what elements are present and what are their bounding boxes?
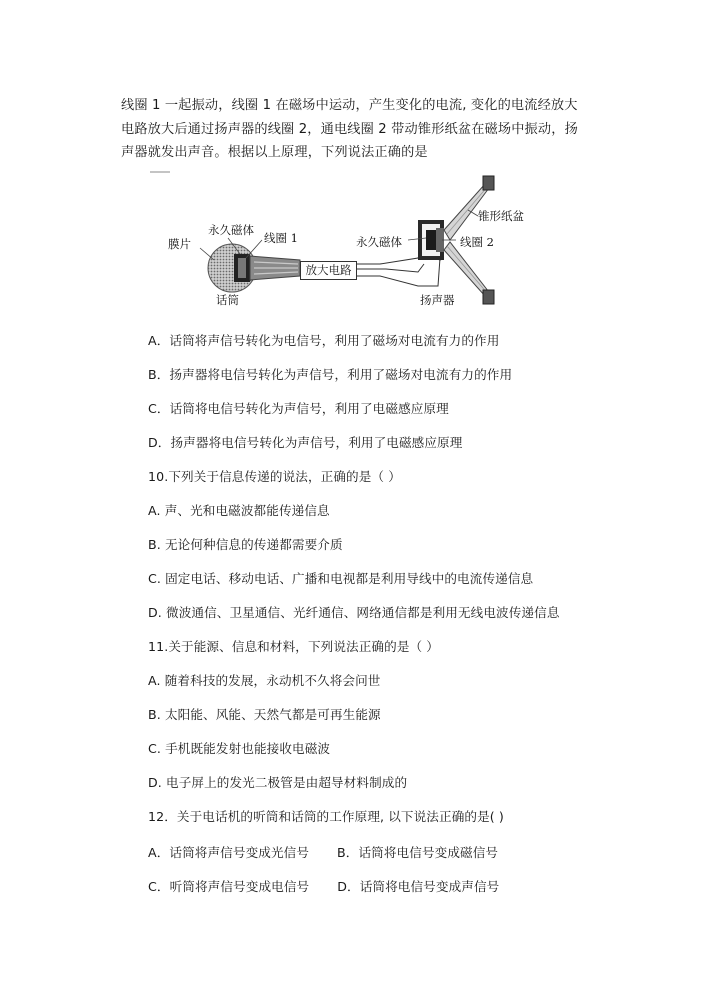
option-line: C. 固定电话、移动电话、广播和电视都是利用导线中的电流传递信息 (148, 571, 534, 586)
option-line: A. 声、光和电磁波都能传递信息 (148, 503, 330, 518)
option-12c: C．听筒将声信号变成电信号 (148, 879, 310, 894)
diagram-drawing (150, 168, 510, 314)
option-line: C．话筒将电信号转化为声信号，利用了电磁感应原理 (148, 401, 449, 416)
intro-paragraph (121, 94, 611, 165)
amplifier-box: 放大电路 (300, 261, 357, 280)
option-line: D．扬声器将电信号转化为声信号，利用了电磁感应原理 (148, 435, 463, 450)
option-line: D. 微波通信、卫星通信、光纤通信、网络通信都是利用无线电波传递信息 (148, 605, 560, 620)
cone-rim-bottom (483, 290, 494, 304)
question-12: 12．关于电话机的听筒和话筒的工作原理, 以下说法正确的是( ) (148, 809, 504, 824)
intro-line: 线圈 1 一起振动，线圈 1 在磁场中运动，产生变化的电流, 变化的电流经放大 (121, 98, 578, 113)
mic-coil (238, 258, 246, 278)
question-11: 11.关于能源、信息和材料，下列说法正确的是（ ） (148, 639, 439, 654)
option-line: D. 电子屏上的发光二极管是由超导材料制成的 (148, 775, 408, 790)
label-speaker: 扬声器 (420, 293, 455, 307)
microphone-speaker-diagram (150, 168, 524, 314)
option-line: B. 太阳能、风能、天然气都是可再生能源 (148, 707, 381, 722)
label-coil2: 线圈 2 (460, 235, 494, 249)
speaker-cone-bottom (444, 242, 492, 296)
option-line: A．话筒将声信号转化为电信号，利用了磁场对电流有力的作用 (148, 333, 500, 348)
option-12b: B．话筒将电信号变成磁信号 (337, 845, 499, 860)
option-12d: D．话筒将电信号变成声信号 (337, 879, 500, 894)
options-row (148, 876, 499, 895)
wire-bottom (356, 258, 440, 286)
label-magnet-left: 永久磁体 (208, 223, 254, 237)
cone-rim-top (483, 176, 494, 190)
option-12a: A．话筒将声信号变成光信号 (148, 845, 310, 860)
option-line: B．扬声器将电信号转化为声信号，利用了磁场对电流有力的作用 (148, 367, 513, 382)
intro-line: 声器就发出声音。根据以上原理，下列说法正确的是 (121, 145, 428, 160)
label-coil1: 线圈 1 (264, 231, 298, 245)
label-cone: 锥形纸盆 (478, 209, 524, 223)
option-line: A. 随着科技的发展，永动机不久将会问世 (148, 673, 381, 688)
option-line: C. 手机既能发射也能接收电磁波 (148, 741, 331, 756)
label-mic: 话筒 (216, 293, 239, 307)
option-line: B. 无论何种信息的传递都需要介质 (148, 537, 343, 552)
options-row (148, 842, 498, 861)
label-membrane: 膜片 (168, 237, 191, 251)
intro-line: 电路放大后通过扬声器的线圈 2，通电线圈 2 带动锥形纸盆在磁场中振动，扬 (121, 121, 578, 137)
label-magnet-right: 永久磁体 (356, 235, 402, 249)
question-10: 10.下列关于信息传递的说法，正确的是（ ） (148, 469, 401, 484)
